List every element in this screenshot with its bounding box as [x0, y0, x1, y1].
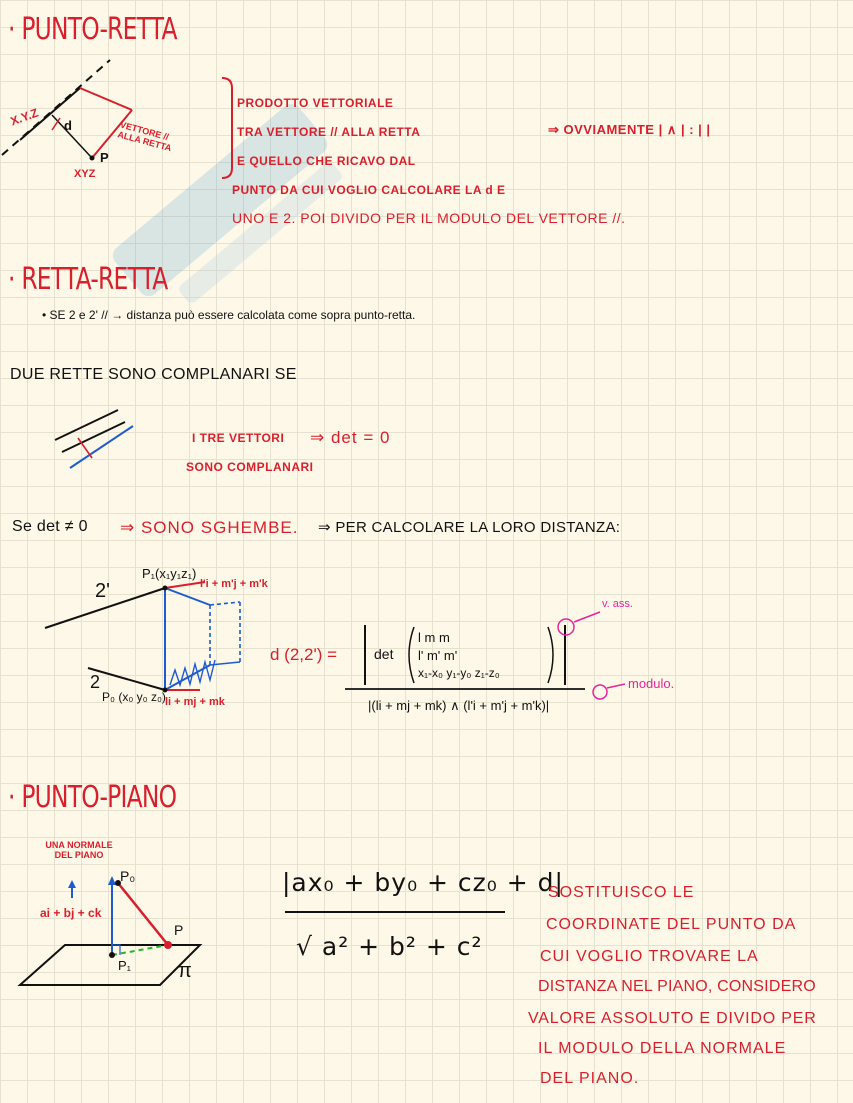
pp-expl-5: VALORE ASSOLUTO E DIVIDO PER [528, 1010, 817, 1027]
pi-label: π [178, 960, 192, 982]
p0-label: P₀ (x₀ y₀ z₀) [102, 690, 166, 704]
rr-note: • SE 2 e 2' // → distanza può essere calcolata come sopra punto-retta. [42, 308, 416, 322]
p1-label: P₁(x₁y₁z₁) [142, 566, 197, 581]
pp-expl-1: SOSTITUISCO LE [548, 884, 695, 901]
distance-denominator: √ a² + b² + c² [296, 932, 483, 961]
p1-piano: P₁ [118, 958, 132, 973]
pp-expl-7: DEL PIANO. [540, 1070, 640, 1087]
calcolare: ⇒ PER CALCOLARE LA LORO DISTANZA: [318, 519, 621, 536]
pr-line-1: PRODOTTO VETTORIALE [237, 96, 394, 110]
sghembe: ⇒ SONO SGHEMBE. [120, 518, 299, 537]
rr-complanari: DUE RETTE SONO COMPLANARI SE [10, 366, 297, 383]
pp-expl-3: CUI VOGLIO TROVARE LA [540, 948, 759, 965]
matrix-row-1: l m m [418, 630, 450, 645]
pr-result: ⇒ OVVIAMENTE | ∧ | : | | [548, 122, 711, 137]
section-title-retta-retta: · RETTA-RETTA [8, 262, 168, 297]
matrix-row-2: l' m' m' [418, 648, 458, 663]
matrix-row-3: x₁-x₀ y₁-y₀ z₁-z₀ [418, 666, 500, 680]
point-label: X.Y.Z [8, 105, 41, 129]
pr-line-2: TRA VETTORE // ALLA RETTA [237, 125, 421, 139]
normale-label: UNA NORMALE DEL PIANO [45, 840, 113, 860]
annot-abs: v. ass. [602, 598, 633, 610]
tre-vettori-2: SONO COMPLANARI [186, 460, 314, 474]
r1-label: 2' [95, 580, 110, 602]
formula-lhs: d (2,2') = [270, 645, 338, 664]
section-title-punto-retta: · PUNTO-RETTA [8, 12, 177, 47]
p-coords: XYZ [74, 168, 96, 180]
det-nonzero: Se det ≠ 0 [12, 518, 88, 535]
pp-expl-2: COORDINATE DEL PUNTO DA [546, 916, 797, 933]
annot-mod: modulo. [628, 676, 675, 691]
det-zero: ⇒ det = 0 [310, 428, 391, 447]
pr-line-5: UNO E 2. POI DIVIDO PER IL MODULO DEL VETTORE //. [232, 210, 626, 226]
pp-expl-4: DISTANZA NEL PIANO, CONSIDERO [538, 978, 816, 995]
vector-label: VETTORE // ALLA RETTA [116, 119, 173, 154]
p0-piano: P₀ [120, 868, 136, 884]
d-label: d [64, 118, 72, 133]
denominator: |(li + mj + mk) ∧ (l'i + m'j + m'k)| [368, 698, 550, 713]
normal-vec: ai + bj + ck [40, 906, 102, 920]
r-label: 2 [90, 672, 101, 692]
distance-numerator: |ax₀ + by₀ + cz₀ + d| [282, 868, 564, 897]
pp-expl-6: IL MODULO DELLA NORMALE [538, 1040, 787, 1057]
vec-r1: l'i + m'j + m'k [200, 578, 268, 590]
tre-vettori-1: I TRE VETTORI [192, 431, 285, 445]
pr-line-3: E QUELLO CHE RICAVO DAL [237, 154, 416, 168]
vec-r: li + mj + mk [165, 696, 225, 708]
p-piano: P [174, 922, 184, 938]
det-word: det [374, 646, 394, 662]
p-label: P [100, 150, 109, 165]
section-title-punto-piano: · PUNTO-PIANO [8, 780, 177, 815]
pr-line-4: PUNTO DA CUI VOGLIO CALCOLARE LA d E [232, 183, 506, 197]
